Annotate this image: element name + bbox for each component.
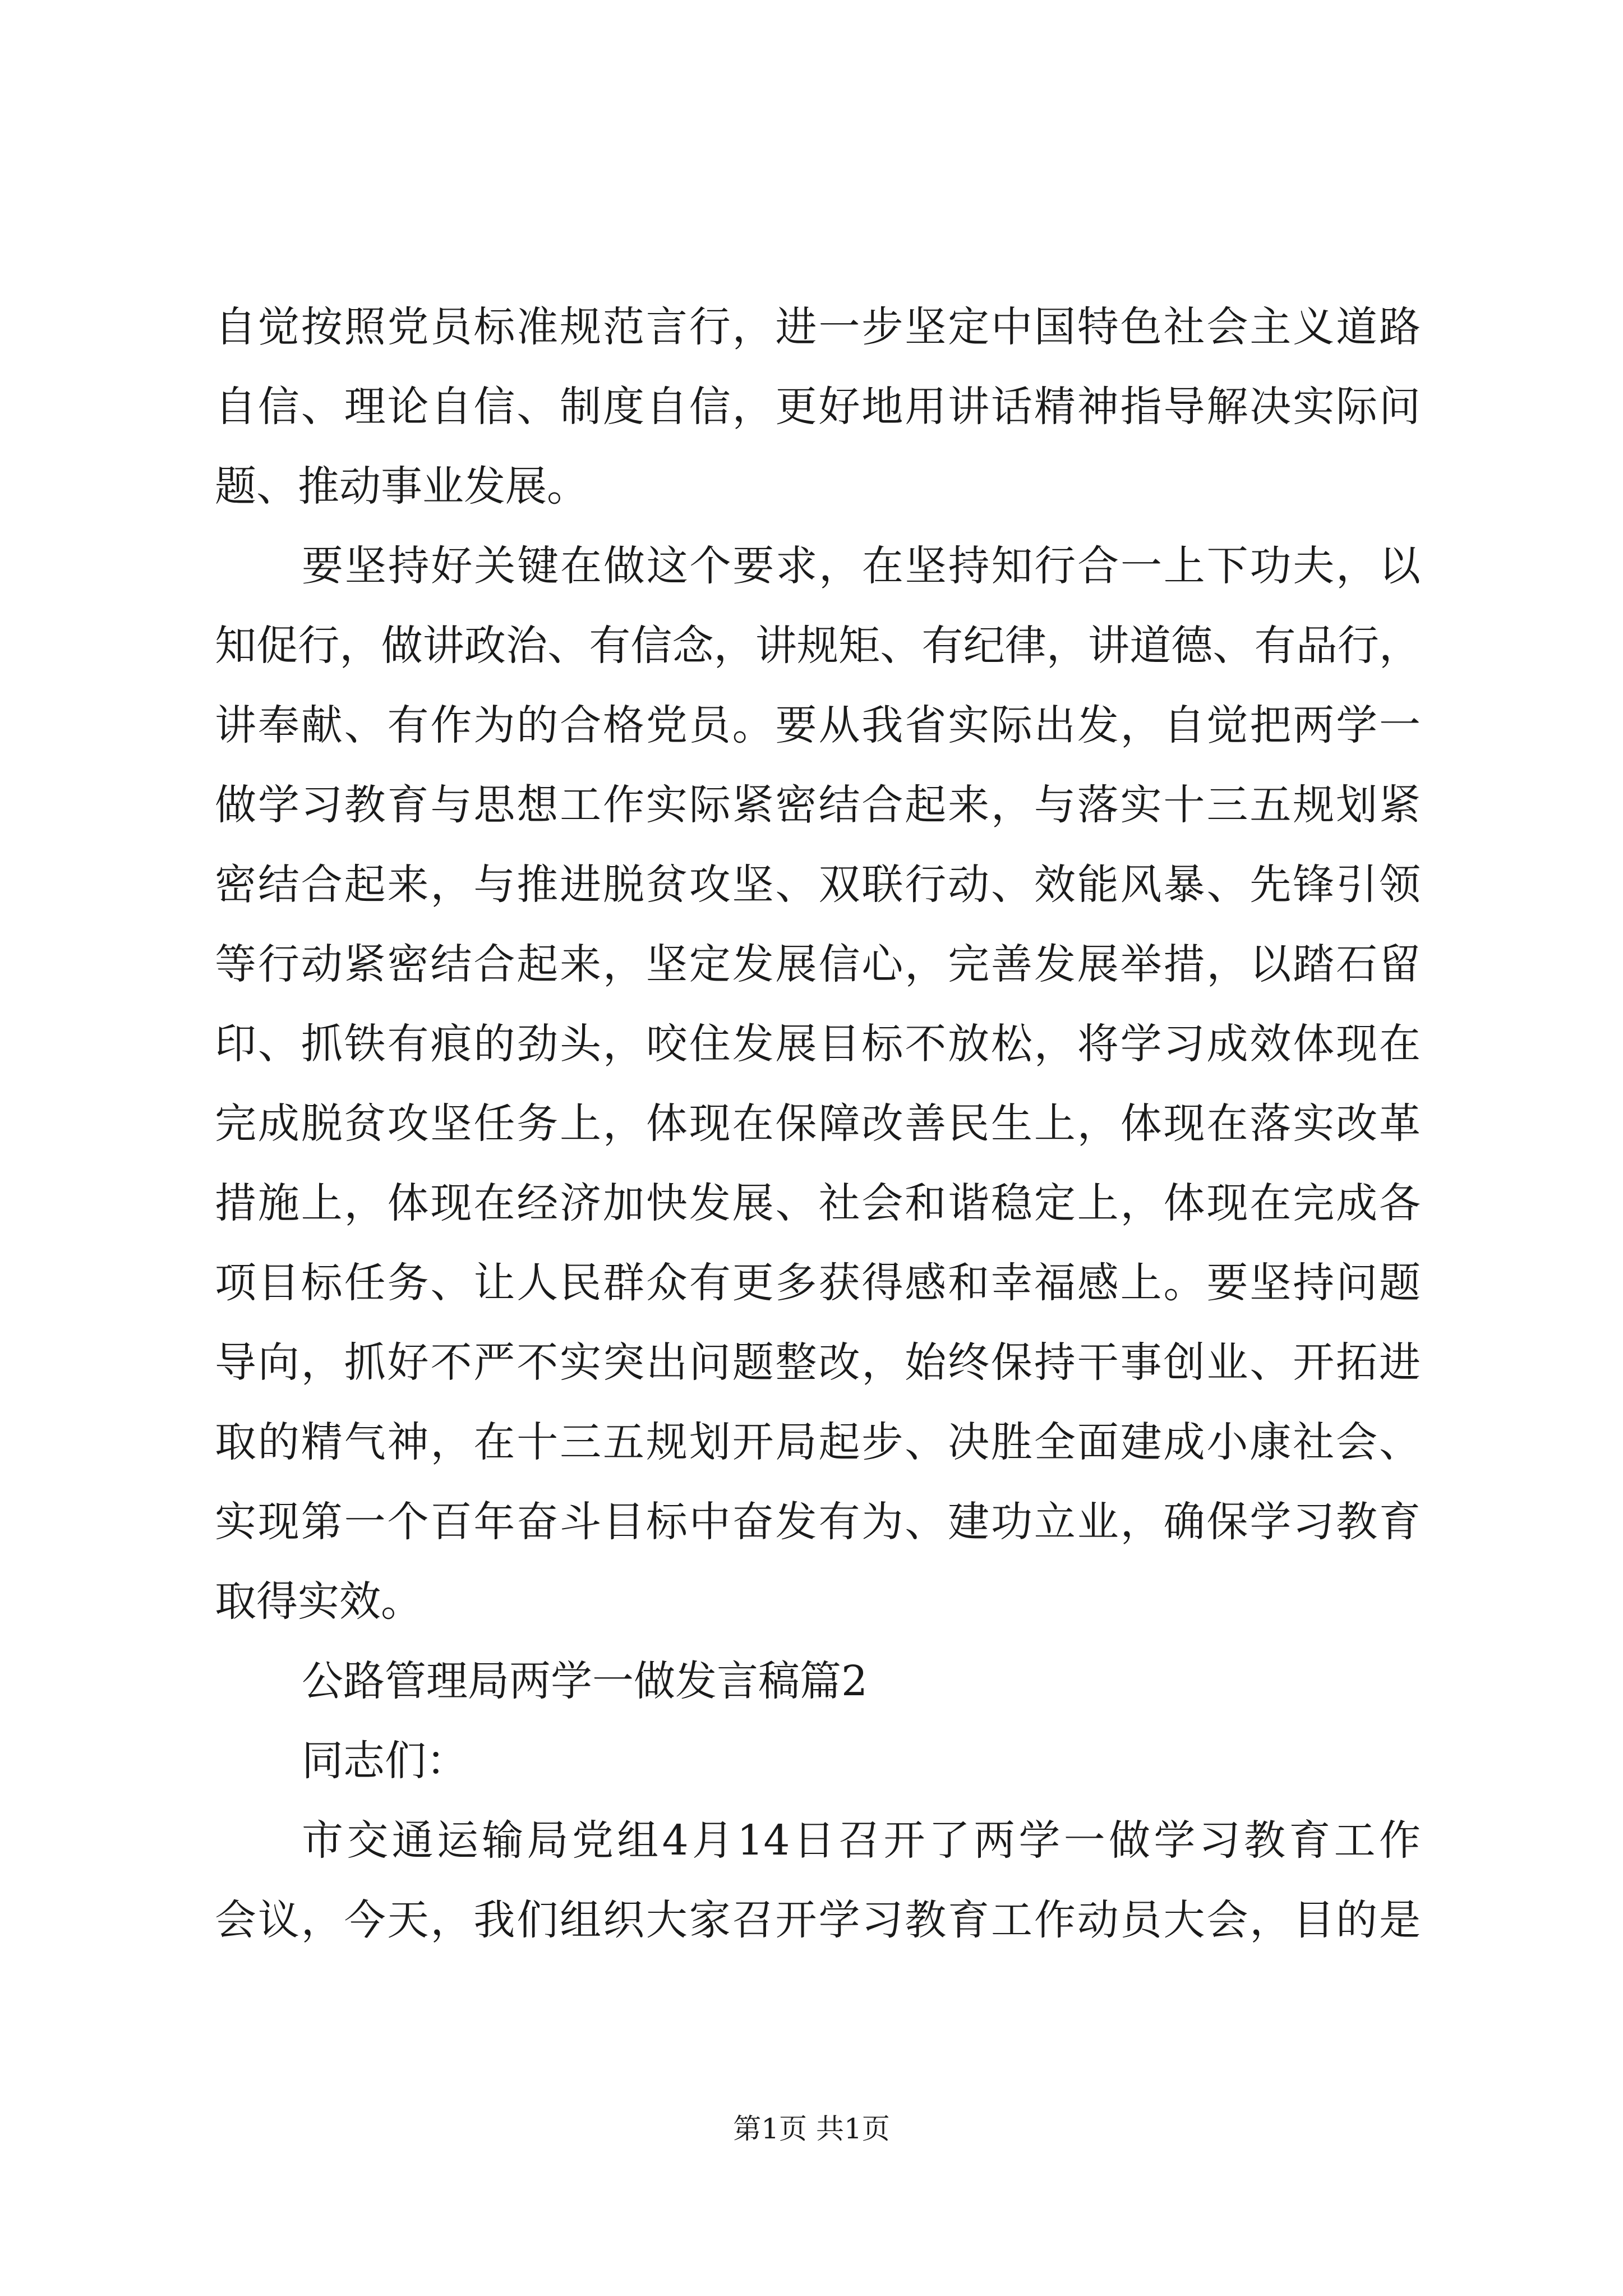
paragraph-first-line: 市交通运输局党组4月14日召开了两学一做学习教育工作 — [302, 1816, 1421, 1865]
text-line: 讲奉献、有作为的合格党员。要从我省实际出发，自觉把两学一 — [215, 701, 1421, 749]
text-line: 题、推动事业发展。 — [215, 462, 588, 510]
text-line: 导向，抓好不严不实突出问题整改，始终保持干事创业、开拓进 — [215, 1338, 1421, 1387]
section-heading: 公路管理局两学一做发言稿篇2 — [302, 1657, 868, 1705]
page-number-footer: 第1页 共1页 — [733, 2113, 890, 2145]
text-line: 项目标任务、让人民群众有更多获得感和幸福感上。要坚持问题 — [215, 1259, 1421, 1307]
text-line: 密结合起来，与推进脱贫攻坚、双联行动、效能风暴、先锋引领 — [215, 861, 1421, 909]
salutation: 同志们： — [302, 1737, 468, 1785]
document-body — [215, 287, 1421, 1960]
text-line: 取的精气神，在十三五规划开局起步、决胜全面建成小康社会、 — [215, 1418, 1421, 1466]
text-line: 措施上，体现在经济加快发展、社会和谐稳定上，体现在完成各 — [215, 1179, 1421, 1227]
text-line: 自觉按照党员标准规范言行，进一步坚定中国特色社会主义道路 — [215, 303, 1421, 351]
text-line: 知促行，做讲政治、有信念，讲规矩、有纪律，讲道德、有品行， — [215, 622, 1421, 670]
text-line: 完成脱贫攻坚任务上，体现在保障改善民生上，体现在落实改革 — [215, 1099, 1421, 1148]
text-line: 会议，今天，我们组织大家召开学习教育工作动员大会，目的是 — [215, 1896, 1421, 1944]
text-line: 实现第一个百年奋斗目标中奋发有为、建功立业，确保学习教育 — [215, 1498, 1421, 1546]
text-line: 做学习教育与思想工作实际紧密结合起来，与落实十三五规划紧 — [215, 781, 1421, 829]
text-line: 取得实效。 — [215, 1577, 422, 1626]
text-line: 自信、理论自信、制度自信，更好地用讲话精神指导解决实际问 — [215, 383, 1421, 431]
text-line: 等行动紧密结合起来，坚定发展信心，完善发展举措，以踏石留 — [215, 940, 1421, 988]
text-line: 印、抓铁有痕的劲头，咬住发展目标不放松，将学习成效体现在 — [215, 1020, 1421, 1068]
paragraph-first-line: 要坚持好关键在做这个要求，在坚持知行合一上下功夫，以 — [302, 542, 1421, 590]
